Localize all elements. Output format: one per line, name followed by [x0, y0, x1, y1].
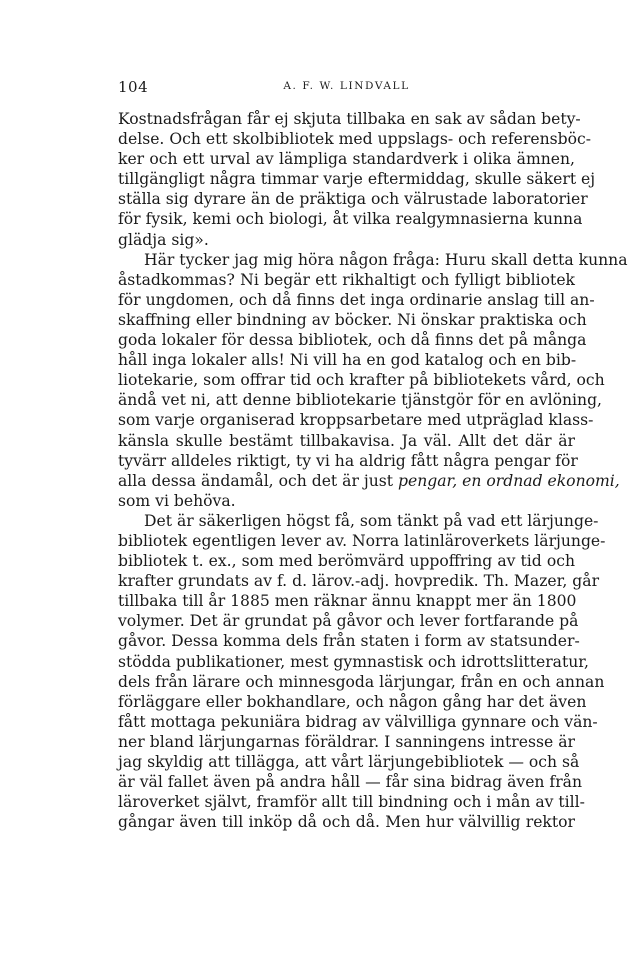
text-line: krafter grundats av f. d. lärov.-adj. hovpredik. Th. Mazer, går: [118, 572, 600, 591]
text-line: tillgängligt några timmar varje eftermiddag, skulle säkert ej: [118, 170, 596, 189]
text-line: för ungdomen, och då finns det inga ordinarie anslag till an-: [118, 290, 595, 309]
text-line: ändå vet ni, att denne bibliotekarie tjänstgör för en avlöning,: [118, 391, 603, 410]
text-line: Det är säkerligen högst få, som tänkt på vad ett lärjunge-: [144, 511, 599, 530]
text-line: fått mottaga pekuniära bidrag av välvilliga gynnare och vän-: [118, 712, 598, 731]
text-line: delse. Och ett skolbibliotek med uppslags- och referensböc-: [118, 130, 591, 149]
emphasis-text: pengar, en ordnad ekonomi,: [397, 471, 620, 490]
text-line: håll inga lokaler alls! Ni vill ha en god katalog och en bib-: [118, 351, 577, 370]
text-line: är väl fallet även på andra håll — får sina bidrag även från: [118, 773, 582, 792]
text-line: för fysik, kemi och biologi, åt vilka realgymnasierna kunna: [118, 210, 583, 229]
text-line: goda lokaler för dessa bibliotek, och då finns det på många: [118, 331, 587, 350]
text-line: stödda publikationer, mest gymnastisk och idrottslitteratur,: [118, 652, 589, 671]
page-number: 104: [118, 78, 149, 96]
text-line: jag skyldig att tillägga, att vårt lärjungebibliotek — och så: [118, 753, 580, 771]
text-line: volymer. Det är grundat på gåvor och lever fortfarande på: [118, 612, 579, 631]
text-line: förläggare eller bokhandlare, och någon gång har det även: [118, 692, 587, 711]
text-line: åstadkommas? Ni begär ett rikhaltigt och fylligt bibliotek: [118, 270, 575, 289]
text-line: bibliotek t. ex., som med berömvärd uppoffring av tid och: [118, 552, 575, 571]
text-line: liotekarie, som offrar tid och krafter på bibliotekets vård, och: [118, 371, 605, 390]
text-line: bibliotek egentligen lever av. Norra latinläroverkets lärjunge-: [118, 531, 606, 550]
text-line: gångar även till inköp då och då. Men hur välvillig rektor: [118, 813, 575, 832]
text-line-mixed: [118, 471, 620, 491]
text-line: Här tycker jag mig höra någon fråga: Huru skall detta kunna: [144, 250, 628, 269]
text-line: som varje organiserad kroppsarbetare med utpräglad klass-: [118, 411, 594, 430]
text-line: som vi behöva.: [118, 491, 236, 510]
running-head: A. F. W. LINDVALL: [283, 80, 410, 92]
body-text: [118, 109, 628, 832]
text-line: känsla skulle bestämt tillbakavisa. Ja väl. Allt det där är: [118, 431, 575, 450]
text-line: tillbaka till år 1885 men räknar ännu knappt mer än 1800: [118, 592, 577, 611]
text-line: ner bland lärjungarnas föräldrar. I sanningens intresse är: [118, 732, 575, 751]
text-line: ställa sig dyrare än de präktiga och välrustade laboratorier: [118, 190, 588, 209]
text-line: gåvor. Dessa komma dels från staten i form av statsunder-: [118, 632, 580, 651]
text-line: dels från lärare och minnesgoda lärjungar, från en och annan: [118, 672, 605, 691]
text-line: glädja sig».: [118, 230, 209, 249]
text-line: Kostnadsfrågan får ej skjuta tillbaka en sak av sådan bety-: [118, 110, 581, 128]
text-line: läroverket självt, framför allt till bindning och i mån av till-: [118, 793, 585, 812]
text-line: ker och ett urval av lämpliga standardverk i olika ämnen,: [118, 150, 575, 169]
text-segment: alla dessa ändamål, och det är just: [118, 471, 394, 490]
page-header: [118, 78, 575, 100]
text-line: tyvärr alldeles riktigt, ty vi ha aldrig fått några pengar för: [118, 451, 578, 470]
text-line: skaffning eller bindning av böcker. Ni önskar praktiska och: [118, 310, 587, 329]
